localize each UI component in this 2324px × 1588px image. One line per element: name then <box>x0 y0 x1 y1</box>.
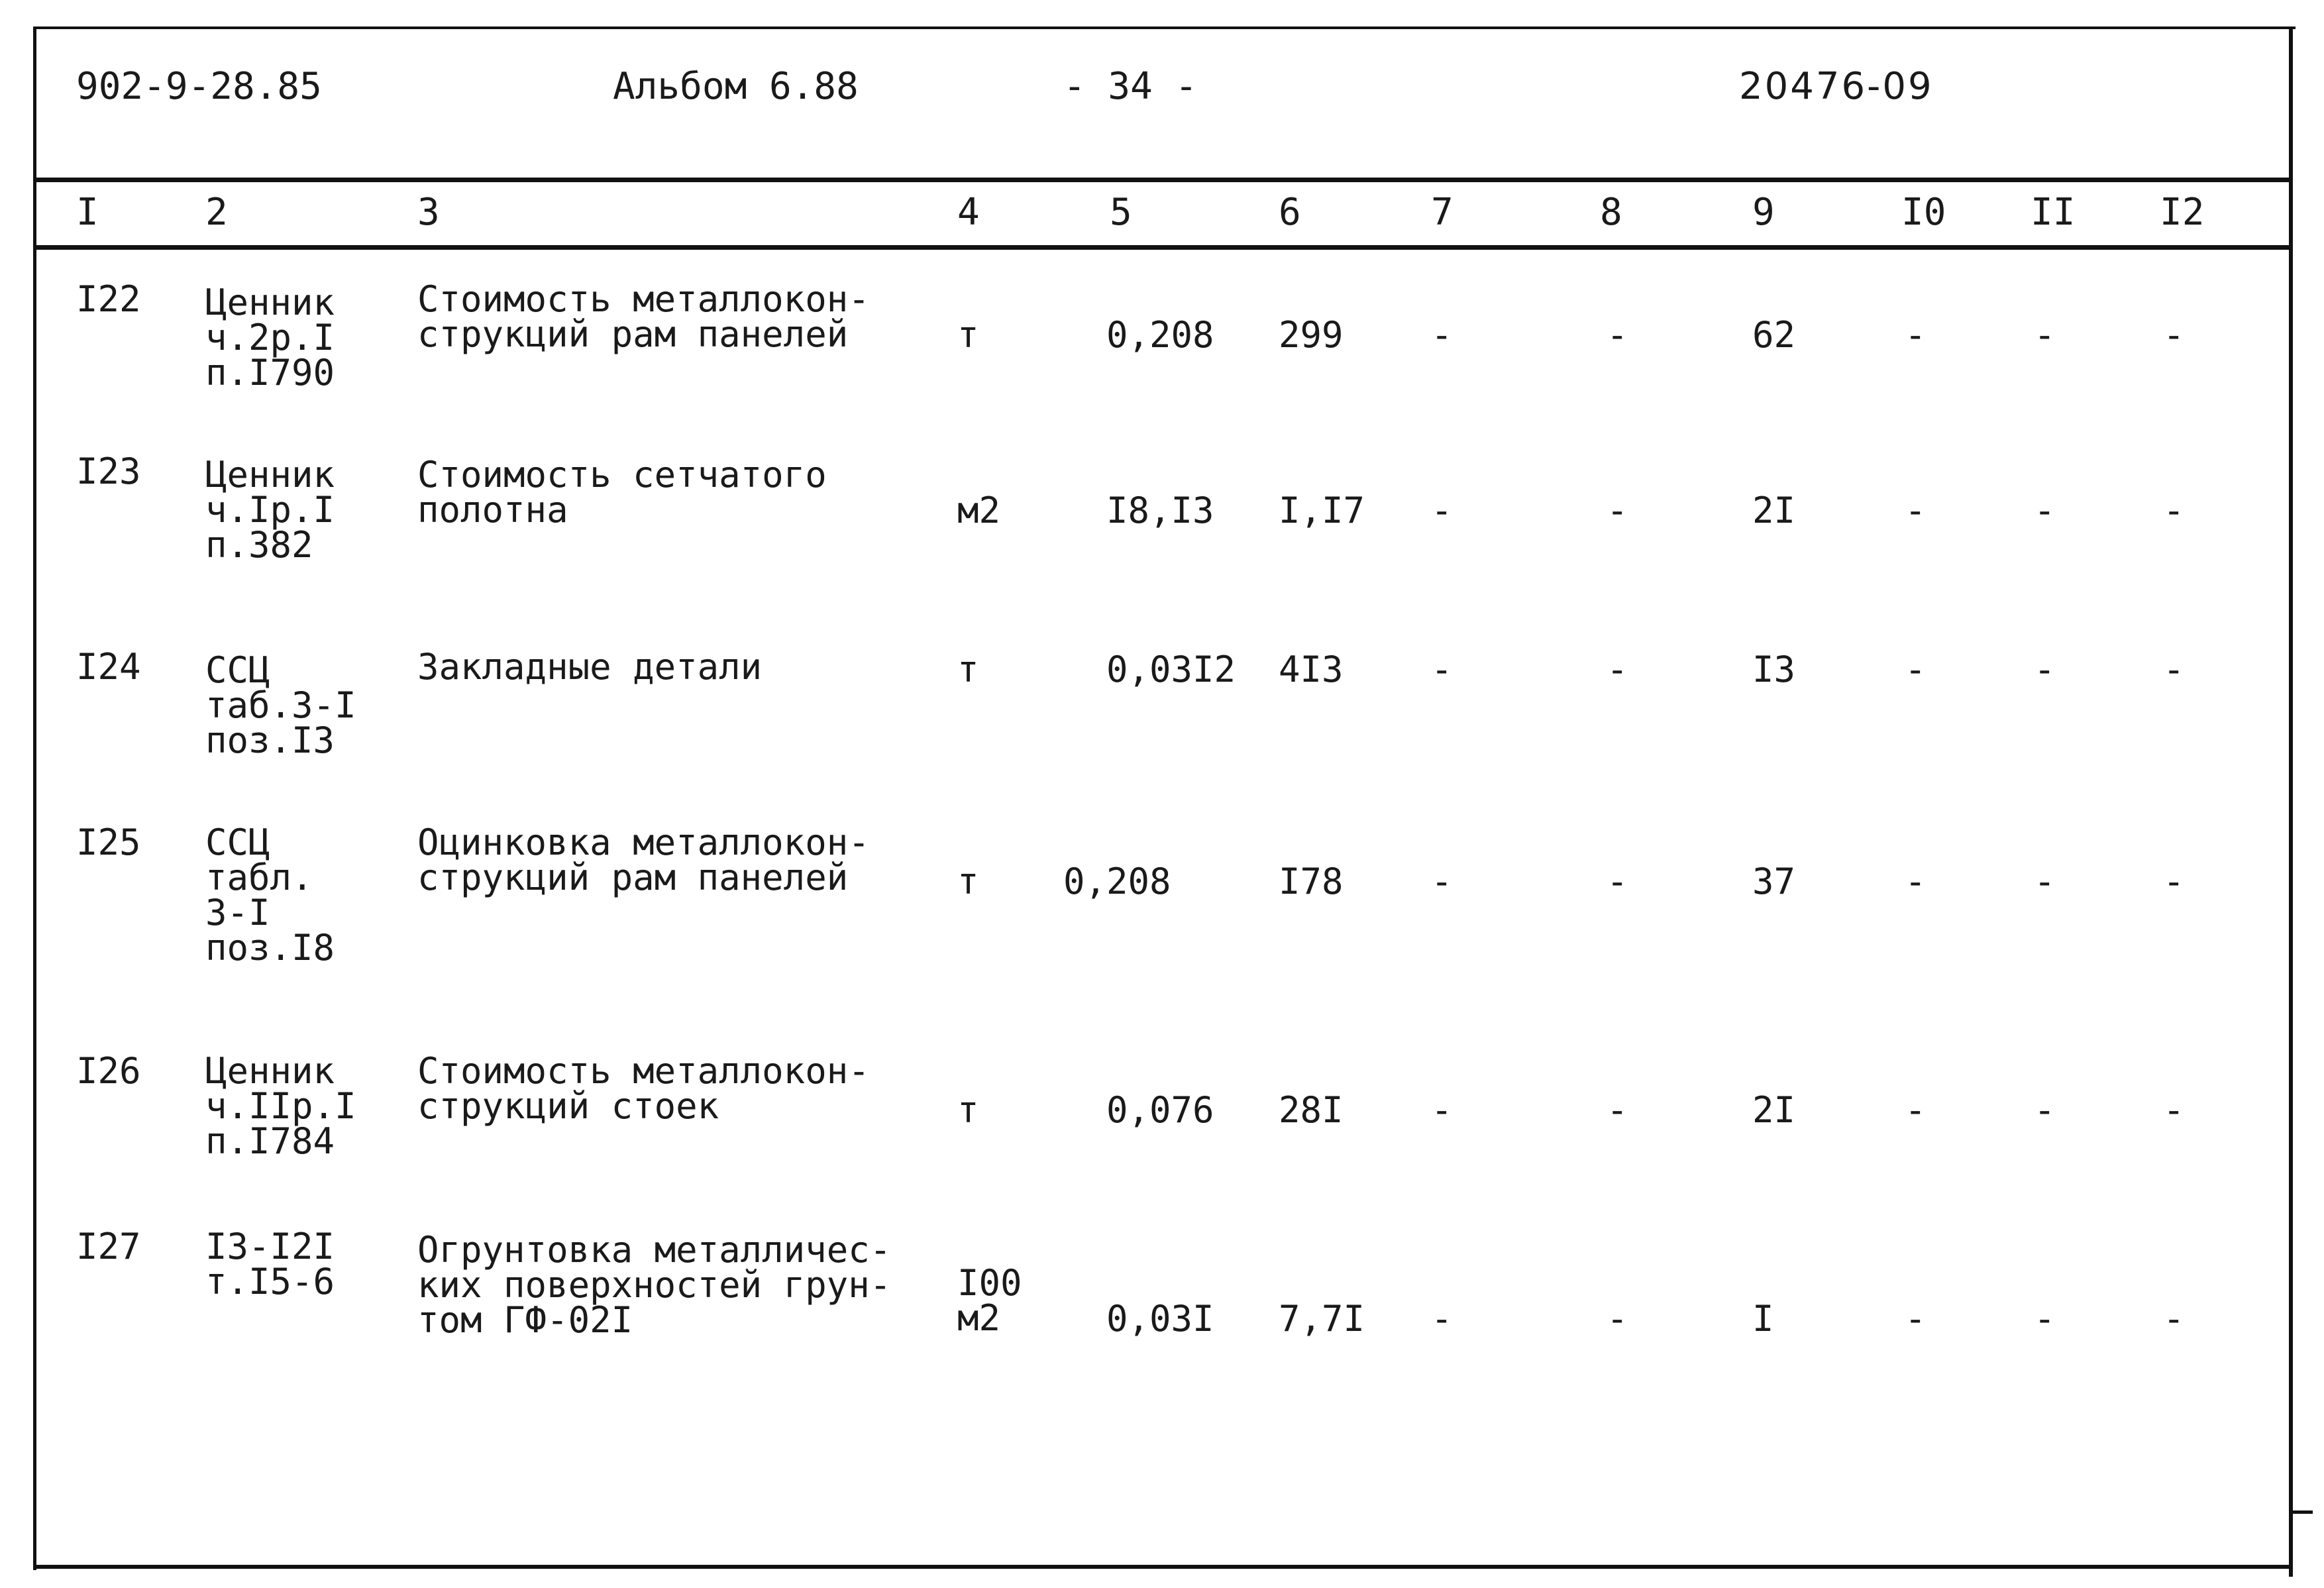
row-number: I22 <box>76 278 141 320</box>
row-col7: - <box>1431 1298 1453 1340</box>
row-col10: - <box>1905 314 1927 356</box>
row-quantity: I8,I3 <box>1106 490 1214 531</box>
row-col12: - <box>2163 649 2185 690</box>
row-quantity: 0,208 <box>1106 314 1214 356</box>
row-col7: - <box>1431 490 1453 531</box>
frame-top-border <box>33 26 2296 29</box>
row-unit: т <box>957 1089 979 1131</box>
frame-right-border <box>2289 26 2293 1577</box>
row-number: I26 <box>76 1050 141 1092</box>
row-number: I27 <box>76 1226 141 1267</box>
row-col12: - <box>2163 1298 2185 1340</box>
row-unit: т <box>957 649 979 690</box>
row-col7: - <box>1431 649 1453 690</box>
row-number: I25 <box>76 821 141 863</box>
row-description: Стоимость металлокон- струкций стоек <box>417 1050 870 1127</box>
row-col11: - <box>2034 1089 2056 1131</box>
row-description: Оцинковка металлокон- струкций рам панелей <box>417 821 870 898</box>
row-description: Закладные детали <box>417 646 763 688</box>
row-source-reference: ССЦ табл. 3-I поз.I8 <box>205 821 335 969</box>
row-col8: - <box>1607 1089 1628 1131</box>
album-number: Альбом 6.88 <box>613 65 859 108</box>
row-col10: - <box>1905 861 1927 902</box>
row-unit: т <box>957 314 979 356</box>
row-total: 2I <box>1752 490 1796 531</box>
frame-margin-tick <box>2293 1510 2313 1514</box>
row-number: I23 <box>76 450 141 492</box>
row-unit-price: 4I3 <box>1279 649 1344 690</box>
row-col8: - <box>1607 649 1628 690</box>
row-col11: - <box>2034 1298 2056 1340</box>
row-unit: м2 <box>957 490 1001 531</box>
row-unit-price: I,I7 <box>1279 490 1365 531</box>
row-col8: - <box>1607 1298 1628 1340</box>
row-source-reference: ССЦ таб.3-I поз.I3 <box>205 649 356 761</box>
column-numbers-rule <box>36 245 2289 250</box>
row-total: 62 <box>1752 314 1796 356</box>
row-unit-price: I78 <box>1279 861 1344 902</box>
column-number-8: 8 <box>1600 191 1622 234</box>
row-total: I3 <box>1752 649 1796 690</box>
row-description: Огрунтовка металличес- ких поверхностей грун- том ГФ-02I <box>417 1229 892 1341</box>
column-number-12: I2 <box>2160 191 2205 234</box>
row-col8: - <box>1607 314 1628 356</box>
column-number-4: 4 <box>957 191 980 234</box>
column-number-1: I <box>76 191 99 234</box>
row-col10: - <box>1905 1298 1927 1340</box>
row-unit-price: 28I <box>1279 1089 1344 1131</box>
column-number-11: II <box>2031 191 2076 234</box>
row-description: Стоимость сетчатого полотна <box>417 454 827 531</box>
column-number-3: 3 <box>417 191 440 234</box>
row-col7: - <box>1431 314 1453 356</box>
row-quantity: 0,208 <box>1063 861 1171 902</box>
row-col10: - <box>1905 1089 1927 1131</box>
row-unit-price: 7,7I <box>1279 1298 1365 1340</box>
row-col11: - <box>2034 861 2056 902</box>
column-number-10: I0 <box>1901 191 1946 234</box>
row-col11: - <box>2034 649 2056 690</box>
row-col8: - <box>1607 490 1628 531</box>
row-number: I24 <box>76 646 141 688</box>
frame-bottom-border <box>33 1565 2293 1569</box>
row-col7: - <box>1431 1089 1453 1131</box>
header-rule <box>36 178 2289 182</box>
row-total: 2I <box>1752 1089 1796 1131</box>
row-col10: - <box>1905 490 1927 531</box>
row-col12: - <box>2163 1089 2185 1131</box>
row-unit: т <box>957 861 979 902</box>
row-total: 37 <box>1752 861 1796 902</box>
frame-left-border <box>33 26 36 1570</box>
row-col7: - <box>1431 861 1453 902</box>
row-quantity: 0,076 <box>1106 1089 1214 1131</box>
row-col8: - <box>1607 861 1628 902</box>
row-quantity: 0,03I <box>1106 1298 1214 1340</box>
column-number-6: 6 <box>1279 191 1301 234</box>
row-col12: - <box>2163 861 2185 902</box>
project-designation: 902-9-28.85 <box>76 65 322 108</box>
row-source-reference: I3-I2I т.I5-6 <box>205 1226 335 1302</box>
row-total: I <box>1752 1298 1774 1340</box>
row-unit-price: 299 <box>1279 314 1344 356</box>
column-number-2: 2 <box>205 191 228 234</box>
document-number: 20476-09 <box>1739 65 1934 108</box>
row-col11: - <box>2034 314 2056 356</box>
row-col10: - <box>1905 649 1927 690</box>
row-source-reference: Ценник ч.Iр.I п.382 <box>205 454 335 566</box>
column-number-7: 7 <box>1431 191 1453 234</box>
row-col12: - <box>2163 314 2185 356</box>
row-source-reference: Ценник ч.IIр.I п.I784 <box>205 1050 356 1162</box>
page-number: - 34 - <box>1063 65 1198 108</box>
row-unit: I00 м2 <box>957 1262 1022 1339</box>
row-col11: - <box>2034 490 2056 531</box>
row-col12: - <box>2163 490 2185 531</box>
column-number-9: 9 <box>1752 191 1775 234</box>
column-number-5: 5 <box>1110 191 1132 234</box>
row-source-reference: Ценник ч.2р.I п.I790 <box>205 282 335 394</box>
row-quantity: 0,03I2 <box>1106 649 1236 690</box>
row-description: Стоимость металлокон- струкций рам панелей <box>417 278 870 355</box>
